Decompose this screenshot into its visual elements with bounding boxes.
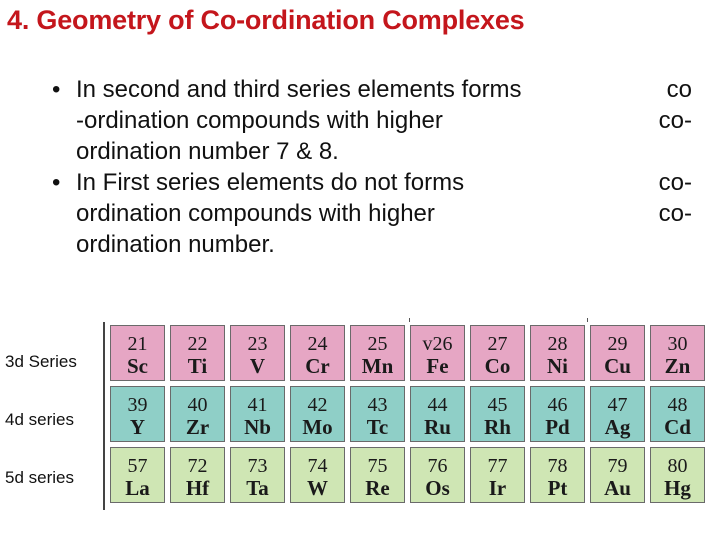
element-cell bbox=[230, 447, 285, 503]
bullet-line bbox=[76, 167, 692, 198]
element-symbol: Pd bbox=[545, 415, 570, 439]
bullet-text: -ordination compounds with higher bbox=[76, 107, 443, 134]
element-symbol: Re bbox=[365, 476, 390, 500]
element-cell bbox=[110, 325, 165, 381]
atomic-number: 74 bbox=[307, 455, 328, 477]
atomic-number: 29 bbox=[607, 333, 628, 355]
atomic-number: 43 bbox=[367, 394, 388, 416]
element-cell bbox=[170, 386, 225, 442]
element-symbol: Hf bbox=[185, 476, 210, 500]
element-cell bbox=[410, 386, 465, 442]
periodic-table-excerpt bbox=[103, 322, 717, 510]
element-cell bbox=[590, 447, 645, 503]
element-symbol: Ag bbox=[604, 415, 631, 439]
bullet-text: • In First series elements do not forms bbox=[76, 169, 465, 196]
element-cell bbox=[350, 386, 405, 442]
atomic-number: 25 bbox=[367, 333, 388, 355]
bullet-list bbox=[52, 74, 692, 260]
element-symbol: Cu bbox=[604, 354, 631, 378]
atomic-number: 79 bbox=[607, 455, 628, 477]
element-symbol: V bbox=[249, 354, 266, 378]
element-symbol: Au bbox=[604, 476, 631, 500]
element-symbol: W bbox=[307, 476, 328, 500]
element-symbol: Co bbox=[484, 354, 511, 378]
element-symbol: Rh bbox=[484, 415, 511, 439]
element-symbol: Nb bbox=[244, 415, 271, 439]
bullet-item bbox=[52, 74, 692, 167]
bullet-text: ordination compounds with higher bbox=[76, 200, 435, 227]
bullet-text: • In second and third series elements forms bbox=[76, 76, 522, 103]
element-cell bbox=[530, 325, 585, 381]
element-symbol: Pt bbox=[547, 476, 568, 500]
atomic-number: 27 bbox=[487, 333, 508, 355]
bullet-text: co bbox=[666, 76, 692, 103]
atomic-number: 28 bbox=[547, 333, 568, 355]
element-cell bbox=[650, 447, 705, 503]
element-cell bbox=[290, 386, 345, 442]
element-cell bbox=[470, 447, 525, 503]
element-symbol: Ni bbox=[547, 354, 568, 378]
element-cell bbox=[590, 325, 645, 381]
atomic-number: 75 bbox=[367, 455, 388, 477]
element-symbol: Ru bbox=[424, 415, 451, 439]
element-symbol: Cr bbox=[305, 354, 330, 378]
bullet-line bbox=[76, 74, 692, 105]
atomic-number: 80 bbox=[667, 455, 688, 477]
atomic-number: 40 bbox=[187, 394, 208, 416]
element-symbol: Tc bbox=[366, 415, 389, 439]
element-cell bbox=[590, 386, 645, 442]
bullet-line bbox=[76, 229, 692, 260]
atomic-number: 39 bbox=[127, 394, 148, 416]
atomic-number: 47 bbox=[607, 394, 628, 416]
element-symbol: Os bbox=[425, 476, 450, 500]
element-cell bbox=[410, 447, 465, 503]
element-cell bbox=[110, 447, 165, 503]
slide-title: 4. Geometry of Co-ordination Complexes bbox=[7, 5, 525, 35]
element-cell bbox=[230, 325, 285, 381]
element-symbol: Hg bbox=[664, 476, 691, 500]
element-cell bbox=[350, 447, 405, 503]
element-cell bbox=[470, 386, 525, 442]
series-label-5d: 5d series bbox=[5, 468, 74, 487]
element-symbol: Ti bbox=[187, 354, 208, 378]
atomic-number: 76 bbox=[427, 455, 448, 477]
element-cell bbox=[470, 325, 525, 381]
atomic-number: 57 bbox=[127, 455, 148, 477]
element-cell bbox=[350, 325, 405, 381]
bullet-text: co- bbox=[658, 169, 692, 196]
element-symbol: Y bbox=[129, 415, 146, 439]
series-row bbox=[110, 447, 705, 503]
bullet-text: co- bbox=[658, 200, 692, 227]
atomic-number: 21 bbox=[127, 333, 148, 355]
element-cell bbox=[110, 386, 165, 442]
element-symbol: Fe bbox=[426, 354, 449, 378]
series-label-3d: 3d Series bbox=[5, 352, 77, 371]
atomic-number: 42 bbox=[307, 394, 328, 416]
element-cell bbox=[650, 325, 705, 381]
element-symbol: Sc bbox=[127, 354, 148, 378]
atomic-number: 24 bbox=[307, 333, 328, 355]
atomic-number: 45 bbox=[487, 394, 508, 416]
atomic-number: 72 bbox=[187, 455, 208, 477]
element-cell bbox=[410, 325, 465, 381]
element-symbol: La bbox=[125, 476, 150, 500]
element-symbol: Cd bbox=[664, 415, 691, 439]
bullet-line bbox=[76, 105, 692, 136]
element-symbol: Zr bbox=[185, 415, 210, 439]
bullet-text: co- bbox=[658, 107, 692, 134]
bullet-line bbox=[76, 136, 692, 167]
atomic-number: 22 bbox=[187, 333, 208, 355]
atomic-number: 77 bbox=[487, 455, 508, 477]
series-row bbox=[110, 325, 705, 381]
element-symbol: Ta bbox=[246, 476, 269, 500]
element-symbol: Ir bbox=[488, 476, 507, 500]
element-cell bbox=[290, 325, 345, 381]
element-cell bbox=[530, 447, 585, 503]
atomic-number: 23 bbox=[247, 333, 268, 355]
element-cell bbox=[170, 325, 225, 381]
atomic-number: v26 bbox=[422, 333, 453, 355]
element-cell bbox=[530, 386, 585, 442]
element-cell bbox=[170, 447, 225, 503]
element-cell bbox=[650, 386, 705, 442]
element-symbol: Zn bbox=[664, 354, 691, 378]
atomic-number: 41 bbox=[247, 394, 268, 416]
series-label-4d: 4d series bbox=[5, 410, 74, 429]
bullet-text: ordination number 7 & 8. bbox=[76, 138, 339, 165]
element-cell bbox=[290, 447, 345, 503]
atomic-number: 30 bbox=[667, 333, 688, 355]
atomic-number: 73 bbox=[247, 455, 268, 477]
series-row bbox=[110, 386, 705, 442]
element-symbol: Mo bbox=[302, 415, 333, 439]
atomic-number: 78 bbox=[547, 455, 568, 477]
element-cell bbox=[230, 386, 285, 442]
atomic-number: 46 bbox=[547, 394, 568, 416]
bullet-item bbox=[52, 167, 692, 260]
bullet-line bbox=[76, 198, 692, 229]
atomic-number: 44 bbox=[427, 394, 448, 416]
atomic-number: 48 bbox=[667, 394, 688, 416]
bullet-text: ordination number. bbox=[76, 231, 275, 258]
element-symbol: Mn bbox=[361, 354, 394, 378]
